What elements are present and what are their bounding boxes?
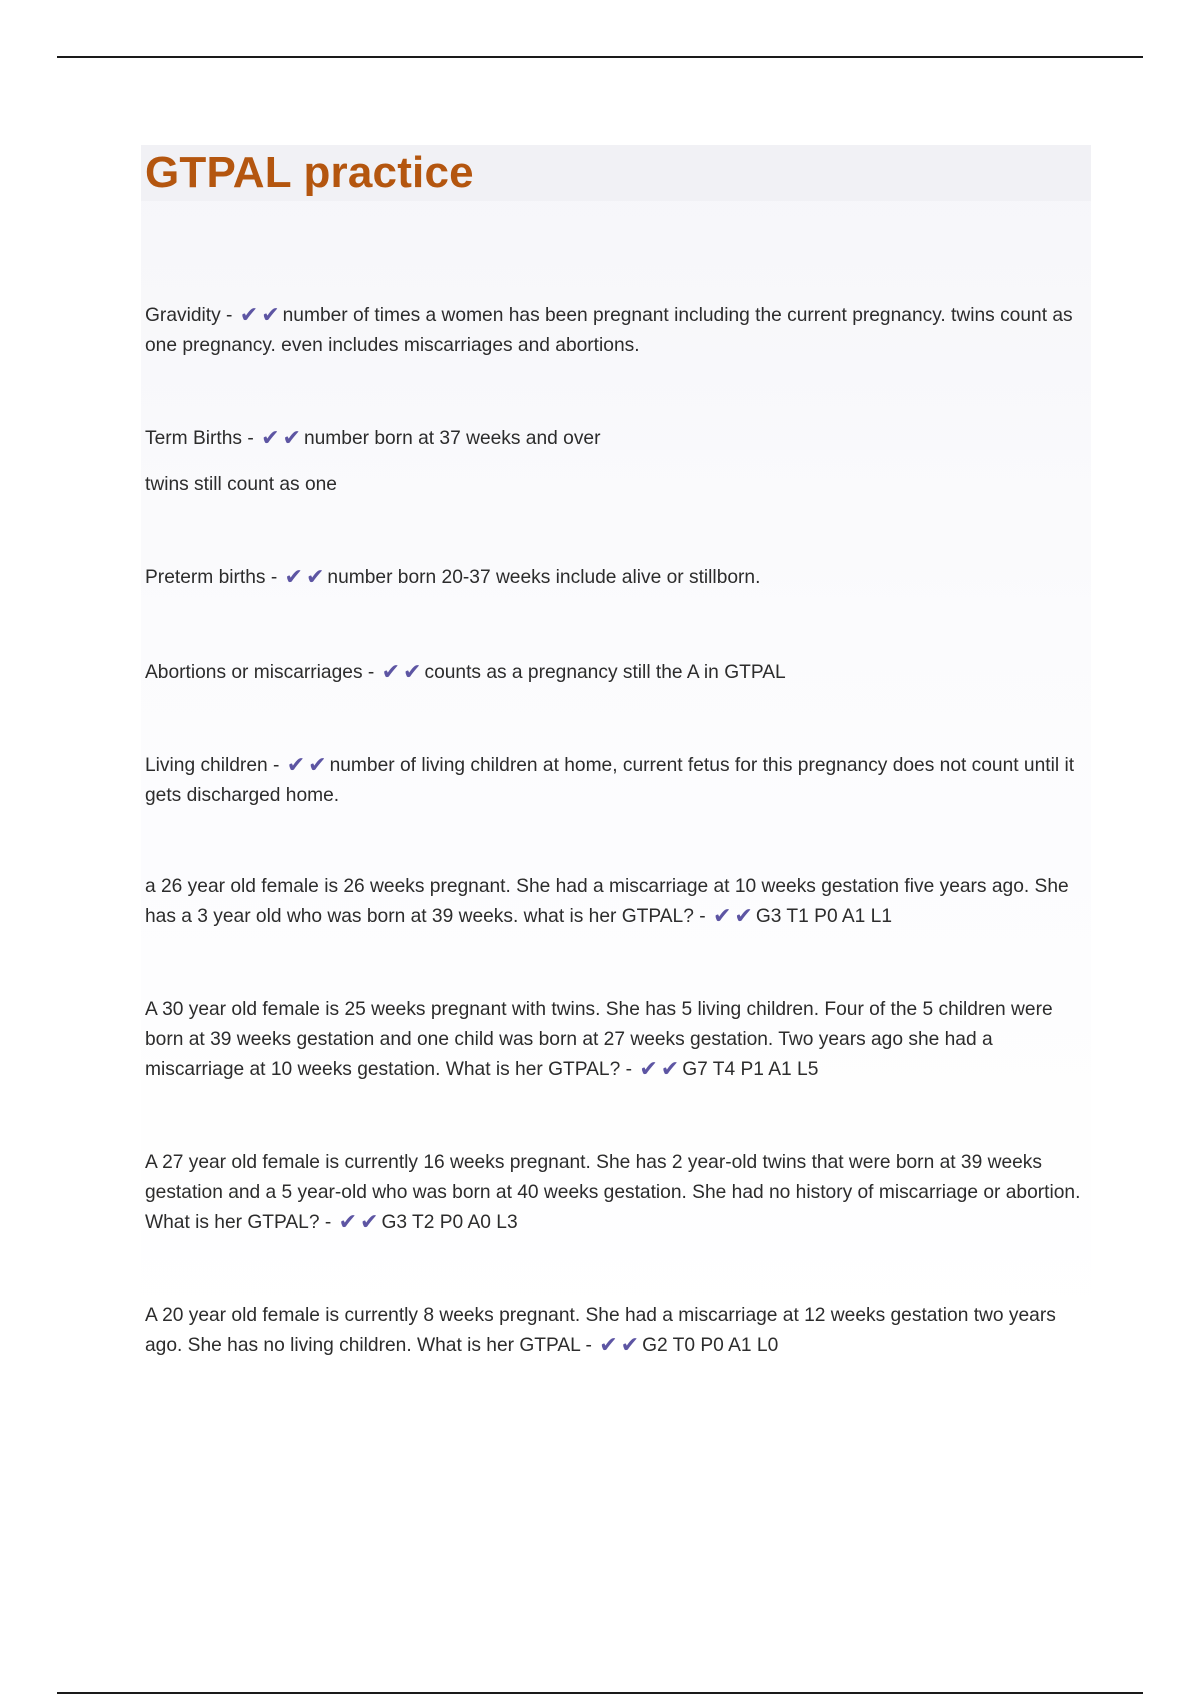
entry-term: Living children - (145, 755, 285, 776)
check-icon: ✔ (599, 1333, 618, 1358)
check-icon: ✔ (381, 660, 401, 685)
check-icon: ✔ (239, 303, 259, 328)
double-check-icon (639, 1055, 682, 1085)
double-check-icon (285, 563, 328, 593)
question-answer: G3 T2 P0 A0 L3 (381, 1212, 518, 1233)
check-icon: ✔ (338, 1210, 358, 1235)
entry-term-births (145, 424, 1090, 454)
question-text: A 30 year old female is 25 weeks pregnant with twins. She has 5 living children. Four of the 5 children were born at 39 weeks gestation and one child was born at 27 weeks gestation. Two years ago she had a miscarriage at 10 weeks gestation. What is her GTPAL? - (145, 999, 1053, 1080)
question-answer: G7 T4 P1 A1 L5 (682, 1059, 819, 1080)
check-icon: ✔ (712, 904, 732, 929)
double-check-icon (287, 751, 330, 781)
entry-definition: number of living children at home, current fetus for this pregnancy does not count until it gets discharged home. (145, 755, 1075, 806)
check-icon: ✔ (620, 1333, 640, 1358)
double-check-icon (261, 424, 304, 454)
entry-term: Abortions or miscarriages - (145, 662, 380, 683)
check-icon: ✔ (734, 904, 753, 929)
check-icon: ✔ (284, 565, 303, 590)
check-icon: ✔ (282, 426, 301, 451)
check-icon: ✔ (360, 1210, 379, 1235)
question-answer: G3 T1 P0 A1 L1 (755, 906, 893, 927)
check-icon: ✔ (261, 303, 280, 328)
entry-question-2 (145, 995, 1090, 1085)
entry-definition: number born 20-37 weeks include alive or stillborn. (327, 567, 761, 588)
check-icon: ✔ (639, 1057, 658, 1082)
double-check-icon (382, 658, 425, 688)
entry-term-births-note (145, 470, 1090, 500)
bottom-rule (57, 1692, 1143, 1694)
entry-preterm-births (145, 563, 1090, 593)
title-bar (141, 145, 1091, 201)
double-check-icon (713, 902, 756, 932)
entry-term: Term Births - (145, 428, 260, 449)
entry-gravidity (145, 301, 1090, 361)
question-text: a 26 year old female is 26 weeks pregnant. She had a miscarriage at 10 weeks gestation five years ago. She has a 3 year old who was born at 39 weeks. what is her GTPAL? - (145, 876, 1069, 927)
top-rule (57, 56, 1143, 58)
check-icon: ✔ (261, 426, 280, 451)
check-icon: ✔ (660, 1057, 680, 1082)
entry-definition: number of times a women has been pregnant including the current pregnancy. twins count as one pregnancy. even includes miscarriages and abortions. (145, 305, 1073, 356)
entry-abortions (145, 658, 1090, 688)
question-text: A 20 year old female is currently 8 weeks pregnant. She had a miscarriage at 12 weeks gestation two years ago. She has no living children. What is her GTPAL - (145, 1305, 1056, 1356)
entry-definition: number born at 37 weeks and over (303, 428, 601, 449)
question-answer: G2 T0 P0 A1 L0 (642, 1335, 779, 1356)
entry-living-children (145, 751, 1090, 811)
document-body (141, 145, 1091, 1358)
double-check-icon (339, 1208, 382, 1238)
entry-definition: counts as a pregnancy still the A in GTPAL (424, 662, 786, 683)
question-text: A 27 year old female is currently 16 weeks pregnant. She has 2 year-old twins that were born at 39 weeks gestation and a 5 year-old who was born at 40 weeks gestation. She had no history of miscarriage or abortion. What is her GTPAL? - (145, 1152, 1081, 1233)
entry-question-3 (145, 1148, 1090, 1238)
entry-note: twins still count as one (145, 474, 337, 495)
check-icon: ✔ (403, 660, 422, 685)
double-check-icon (240, 301, 283, 331)
double-check-icon (599, 1331, 642, 1361)
check-icon: ✔ (305, 565, 325, 590)
entry-question-4 (145, 1301, 1090, 1361)
page-title: GTPAL practice (145, 148, 474, 197)
entry-term: Gravidity - (145, 305, 238, 326)
entry-term: Preterm births - (145, 567, 283, 588)
check-icon: ✔ (286, 753, 306, 778)
entry-question-1 (145, 872, 1090, 932)
check-icon: ✔ (308, 753, 327, 778)
